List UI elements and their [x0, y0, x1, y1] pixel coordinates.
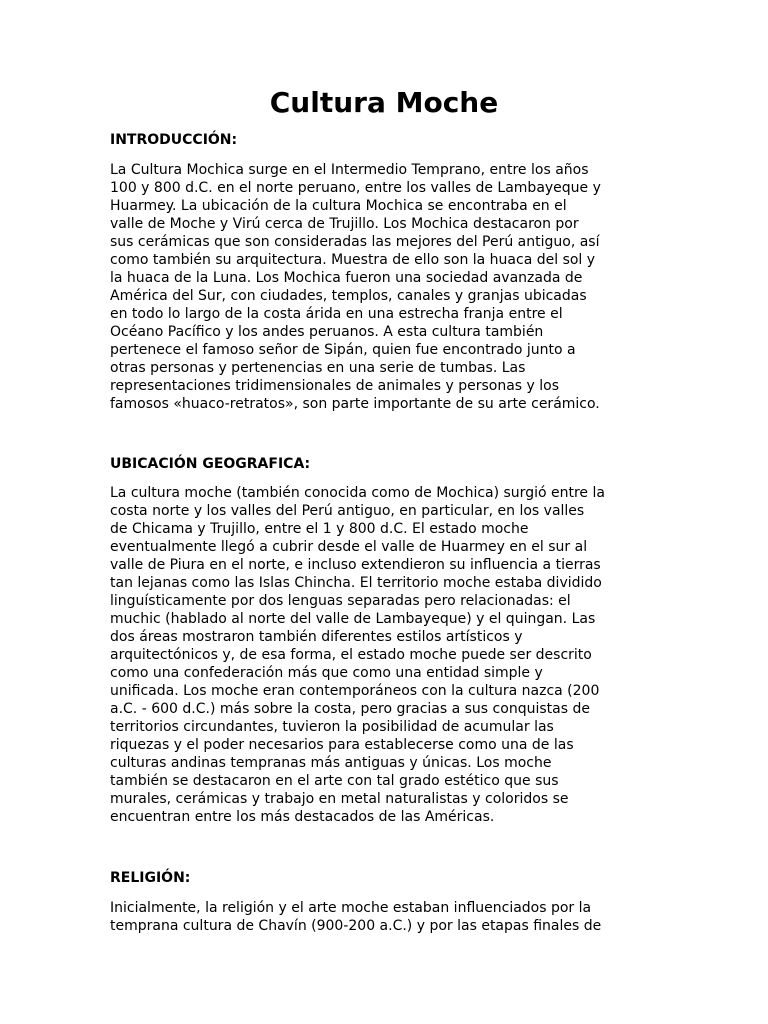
paragraph-line: otras personas y pertenencias en una serie de tumbas. Las — [110, 360, 526, 376]
section-paragraph-introduccion — [110, 161, 670, 413]
section-heading-religion: RELIGIÓN: — [110, 870, 191, 886]
paragraph-line: Inicialmente, la religión y el arte moche estaban influenciados por la — [110, 900, 592, 916]
paragraph-line: valle de Moche y Virú cerca de Trujillo. Los Mochica destacaron por — [110, 216, 579, 232]
paragraph-line: costa norte y los valles del Perú antiguo, en particular, en los valles — [110, 503, 585, 519]
paragraph-line: en todo lo largo de la costa árida en una estrecha franja entre el — [110, 306, 563, 322]
paragraph-line: eventualmente llegó a cubrir desde el valle de Huarmey en el sur al — [110, 539, 588, 555]
section-heading-introduccion: INTRODUCCIÓN: — [110, 132, 238, 148]
paragraph-line: sus cerámicas que son consideradas las mejores del Perú antiguo, así — [110, 234, 600, 250]
paragraph-line: como también su arquitectura. Muestra de ello son la huaca del sol y — [110, 252, 596, 268]
paragraph-line: representaciones tridimensionales de animales y personas y los — [110, 378, 560, 394]
paragraph-line: 100 y 800 d.C. en el norte peruano, entre los valles de Lambayeque y — [110, 180, 601, 196]
paragraph-line: como una confederación más que como una entidad simple y — [110, 665, 543, 681]
paragraph-line: tan lejanas como las Islas Chincha. El territorio moche estaba dividido — [110, 575, 602, 591]
paragraph-line: temprana cultura de Chavín (900-200 a.C.) y por las etapas finales de — [110, 918, 602, 934]
paragraph-line: murales, cerámicas y trabajo en metal naturalistas y coloridos se — [110, 791, 569, 807]
paragraph-line: La Cultura Mochica surge en el Intermedio Temprano, entre los años — [110, 162, 589, 178]
paragraph-line: muchic (hablado al norte del valle de Lambayeque) y el quingan. Las — [110, 611, 596, 627]
paragraph-line: pertenece el famoso señor de Sipán, quien fue encontrado junto a — [110, 342, 576, 358]
paragraph-line: también se destacaron en el arte con tal grado estético que sus — [110, 773, 559, 789]
paragraph-line: unificada. Los moche eran contemporáneos con la cultura nazca (200 — [110, 683, 600, 699]
paragraph-line: famosos «huaco-retratos», son parte importante de su arte cerámico. — [110, 396, 600, 412]
paragraph-line: a.C. - 600 d.C.) más sobre la costa, pero gracias a sus conquistas de — [110, 701, 590, 717]
paragraph-line: dos áreas mostraron también diferentes estilos artísticos y — [110, 629, 523, 645]
paragraph-line: arquitectónicos y, de esa forma, el estado moche puede ser descrito — [110, 647, 592, 663]
paragraph-line: América del Sur, con ciudades, templos, canales y granjas ubicadas — [110, 288, 587, 304]
paragraph-line: Océano Pacífico y los andes peruanos. A esta cultura también — [110, 324, 544, 340]
paragraph-line: encuentran entre los más destacados de las Américas. — [110, 809, 495, 825]
paragraph-line: La cultura moche (también conocida como de Mochica) surgió entre la — [110, 485, 605, 501]
paragraph-line: la huaca de la Luna. Los Mochica fueron una sociedad avanzada de — [110, 270, 583, 286]
paragraph-line: Huarmey. La ubicación de la cultura Mochica se encontraba en el — [110, 198, 567, 214]
section-paragraph-religion — [110, 899, 670, 935]
paragraph-line: culturas andinas tempranas más antiguas y únicas. Los moche — [110, 755, 552, 771]
document-title: Cultura Moche — [269, 86, 499, 119]
paragraph-line: riquezas y el poder necesarios para establecerse como una de las — [110, 737, 574, 753]
paragraph-line: valle de Piura en el norte, e incluso extendieron su influencia a tierras — [110, 557, 601, 573]
paragraph-line: linguísticamente por dos lenguas separadas pero relacionadas: el — [110, 593, 571, 609]
paragraph-line: territorios circundantes, tuvieron la posibilidad de acumular las — [110, 719, 554, 735]
section-paragraph-ubicacion — [110, 484, 670, 826]
section-heading-ubicacion: UBICACIÓN GEOGRAFICA: — [110, 456, 311, 472]
paragraph-line: de Chicama y Trujillo, entre el 1 y 800 d.C. El estado moche — [110, 521, 529, 537]
